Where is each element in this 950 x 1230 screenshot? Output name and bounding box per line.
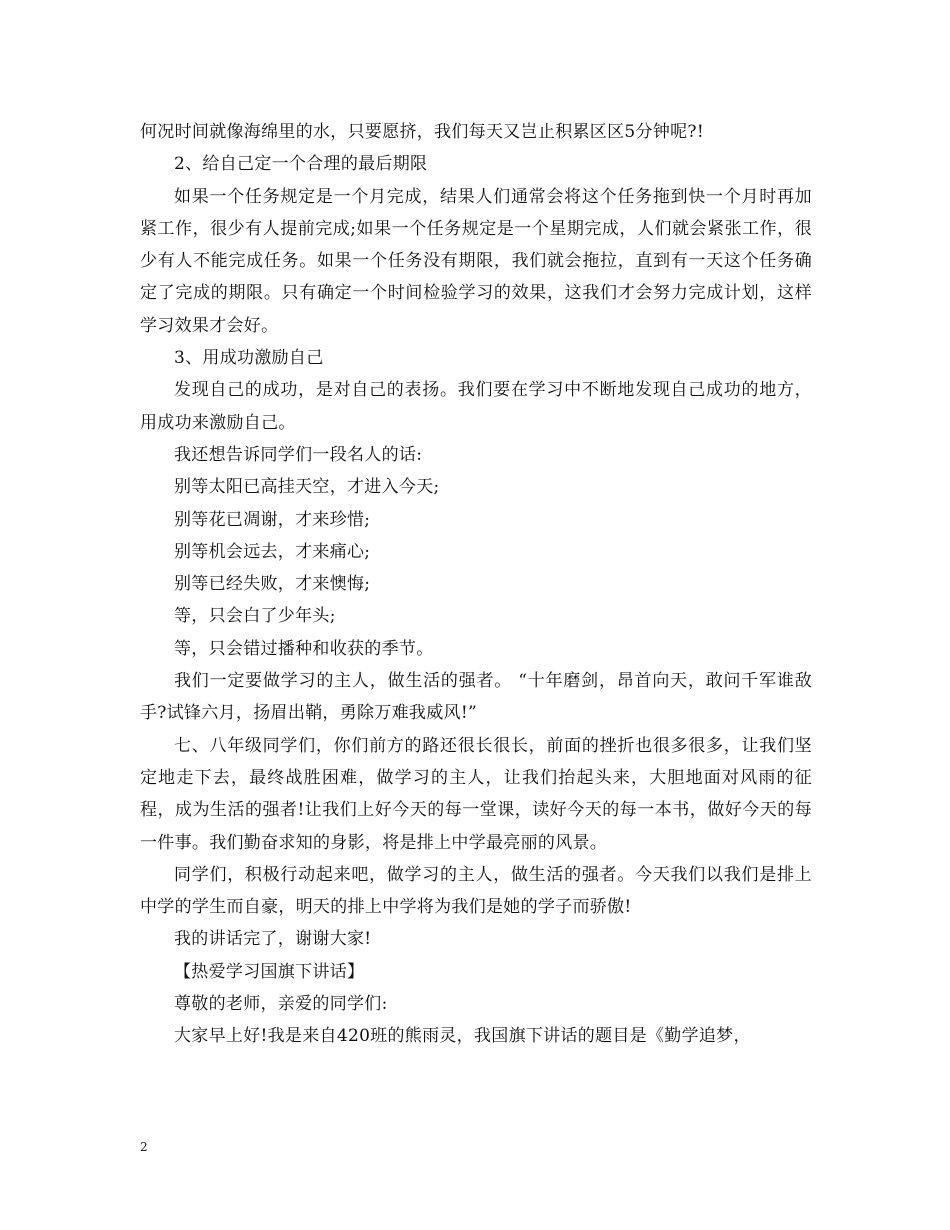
salutation: 尊敬的老师，亲爱的同学们: bbox=[174, 994, 388, 1015]
paragraph: 我的讲话完了，谢谢大家! bbox=[174, 929, 372, 950]
paragraph: 何况时间就像海绵里的水，只要愿挤，我们每天又岂止积累区区5分钟呢?! bbox=[140, 122, 704, 142]
quote-line: 别等机会远去，才来痛心; bbox=[174, 541, 371, 562]
quote-line: 别等花已凋谢，才来珍惜; bbox=[174, 509, 371, 530]
paragraph: 七、八年级同学们，你们前方的路还很长很长，前面的挫折也很多很多，让我们坚定地走下去，最终战胜困难，做学习的主人，让我们抬起头来，大胆地面对风雨的征程，成为生活的强者!让我们上好今天的每一堂课，读好今天的每一本书，做好今天的每一件事。我们勤奋求知的身影，将是排上中学最亮丽的风景。 bbox=[140, 735, 812, 853]
quote-line: 等，只会白了少年头; bbox=[174, 606, 336, 627]
section-title: 【热爱学习国旗下讲话】 bbox=[174, 961, 365, 982]
quote-line: 别等已经失败，才来懊悔; bbox=[174, 574, 371, 595]
paragraph: 大家早上好!我是来自420班的熊雨灵，我国旗下讲话的题目是《勤学追梦， bbox=[174, 1026, 751, 1047]
paragraph: 发现自己的成功，是对自己的表扬。我们要在学习中不断地发现自己成功的地方，用成功来激励自己。 bbox=[140, 380, 812, 433]
section-heading: 2、给自己定一个合理的最后期限 bbox=[174, 154, 428, 175]
document-body bbox=[140, 116, 812, 1053]
paragraph: 我们一定要做学习的主人，做生活的强者。 “十年磨剑，昂首向天，敢问千军谁敌手?试锋六月，扬眉出鞘，勇除万难我威风!” bbox=[140, 671, 812, 724]
section-heading: 3、用成功激励自己 bbox=[174, 348, 324, 369]
paragraph: 我还想告诉同学们一段名人的话: bbox=[174, 444, 423, 465]
quote-line: 别等太阳已高挂天空，才进入今天; bbox=[174, 477, 440, 498]
paragraph: 如果一个任务规定是一个月完成，结果人们通常会将这个任务拖到快一个月时再加紧工作，很少有人提前完成;如果一个任务规定是一个星期完成，人们就会紧张工作，很少有人不能完成任务。如果一个任务没有期限，我们就会拖拉，直到有一天这个任务确定了完成的期限。只有确定一个时间检验学习的效果，这我们才会努力完成计划，这样学习效果才会好。 bbox=[140, 186, 812, 336]
paragraph: 同学们，积极行动起来吧，做学习的主人，做生活的强者。今天我们以我们是排上中学的学生而自豪，明天的排上中学将为我们是她的学子而骄傲! bbox=[140, 864, 812, 918]
quote-line: 等，只会错过播种和收获的季节。 bbox=[174, 638, 434, 659]
page-number: 2 bbox=[140, 1140, 148, 1154]
